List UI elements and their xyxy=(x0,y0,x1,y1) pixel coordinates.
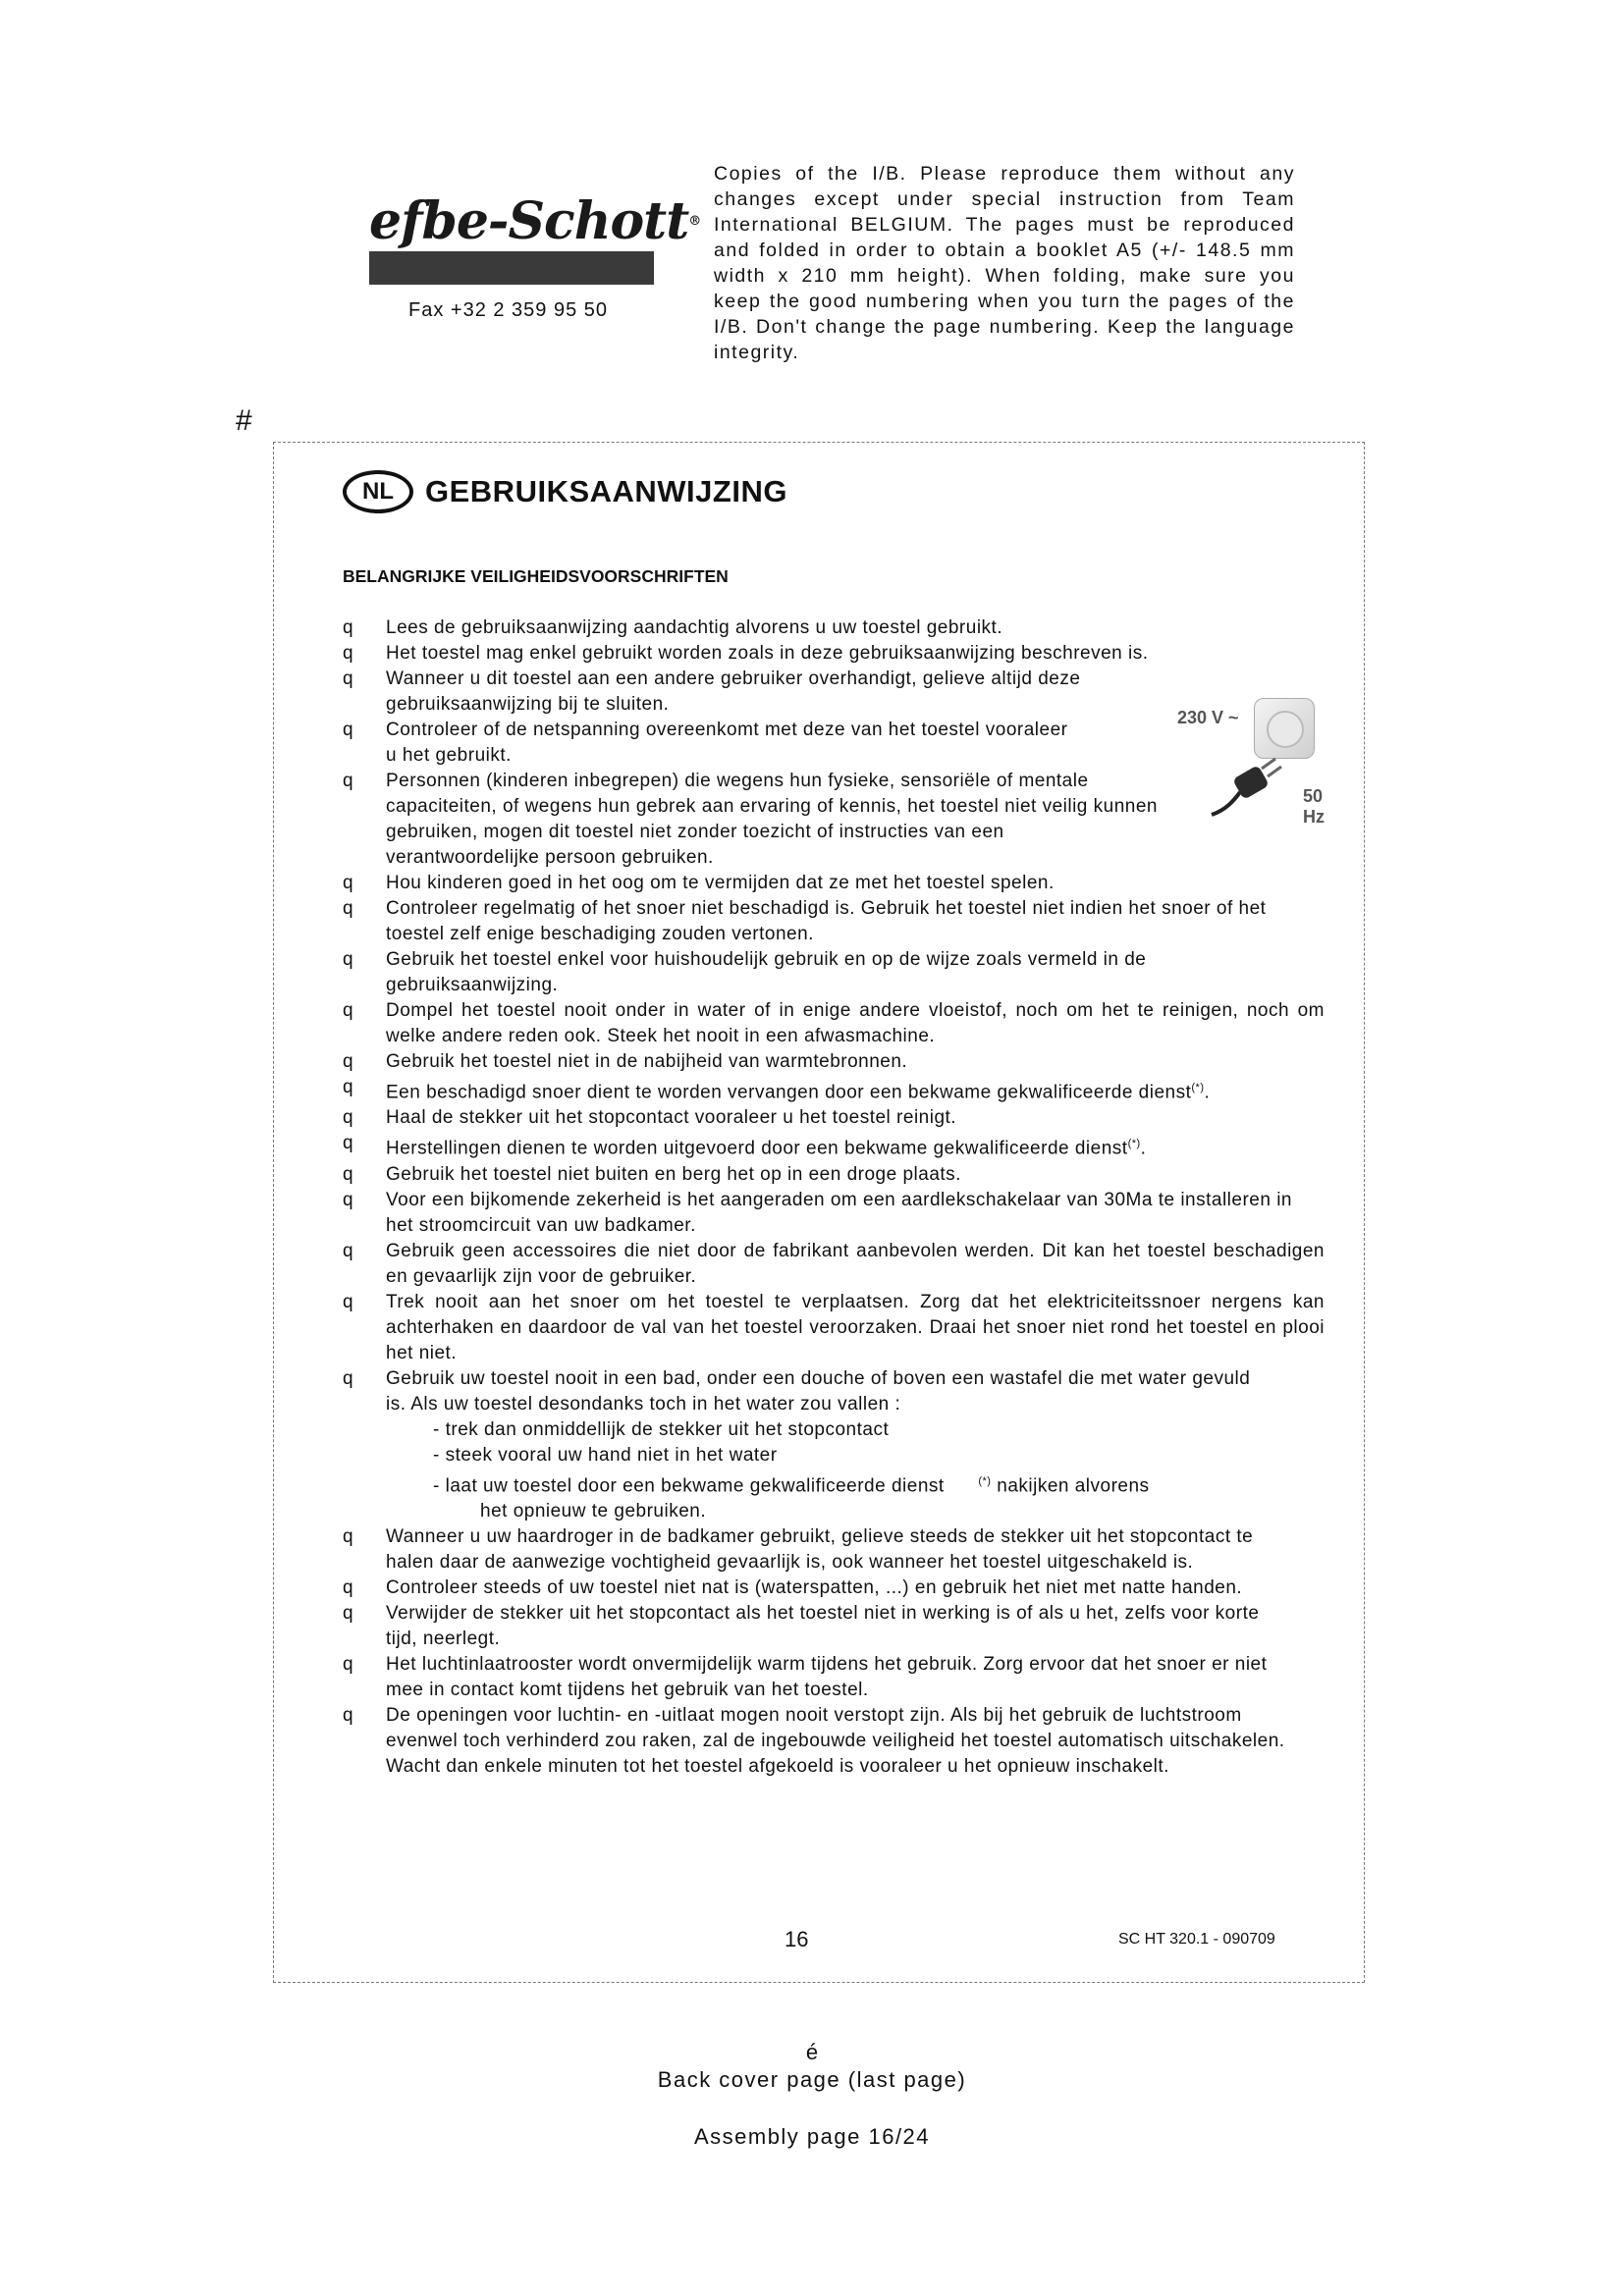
rule-text: Controleer regelmatig of het snoer niet beschadigd is. Gebruik het toestel niet indien het snoer of het toestel zelf enige beschadiging zouden vertonen. xyxy=(386,898,1267,944)
list-item xyxy=(343,998,1325,1049)
sub-item: - trek dan onmiddellijk de stekker uit het stopcontact xyxy=(433,1418,890,1440)
rule-text: Gebruik het toestel niet buiten en berg het op in een droge plaats. xyxy=(386,1163,961,1185)
safety-rules-list xyxy=(343,615,1325,1780)
list-item xyxy=(343,615,1325,641)
copies-instruction: Copies of the I/B. Please reproduce them without any changes except under special instruction from Team International BELGIUM. The pages must be reproduced and folded in order to obtain a booklet A5 (+/- 148.5 mm width x 210 mm height). When folding, make sure you keep the good numbering when you turn the pages of the I/B. Don't change the page numbering. Keep the language integrity. xyxy=(714,163,1295,363)
rule-text: Controleer steeds of uw toestel niet nat is (waterspatten, ...) en gebruik het niet met natte handen. xyxy=(386,1576,1243,1598)
list-item xyxy=(343,1162,1325,1188)
document-code: SC HT 320.1 - 090709 xyxy=(1118,1931,1275,1948)
bullet-marker: q xyxy=(343,643,354,664)
rule-text: Haal de stekker uit het stopcontact vooraleer u het toestel reinigt. xyxy=(386,1107,957,1129)
list-item xyxy=(343,718,1325,769)
bullet-marker: q xyxy=(343,873,354,893)
sub-item-continuation: het opnieuw te gebruiken. xyxy=(480,1500,707,1522)
sub-item-end: nakijken alvorens xyxy=(997,1474,1150,1496)
rule-text-wrapper xyxy=(386,1075,1299,1105)
rule-text: Herstellingen dienen te worden uitgevoerd door een bekwame gekwalificeerde dienst xyxy=(386,1138,1128,1159)
back-cover-label: Back cover page (last page) xyxy=(657,2067,967,2092)
bullet-marker: q xyxy=(343,1077,354,1097)
bullet-marker: q xyxy=(343,617,354,638)
rule-text: Verwijder de stekker uit het stopcontact als het toestel niet in werking is of als u het, zelfs voor korte tijd, neerlegt. xyxy=(386,1602,1260,1649)
sub-item: - steek vooral uw hand niet in het water xyxy=(433,1444,778,1466)
footnote-mark: (*) xyxy=(978,1474,992,1487)
bullet-marker: q xyxy=(343,1367,354,1389)
bullet-marker: q xyxy=(343,1291,354,1312)
hash-marker: # xyxy=(236,404,252,437)
rule-text: Gebruik uw toestel nooit in een bad, onder een douche of boven een wastafel die met water gevuld is. Als uw toestel desondanks toch in het water zou vallen : xyxy=(386,1367,1251,1415)
list-item xyxy=(343,1366,1325,1524)
bullet-marker: q xyxy=(343,949,354,970)
bullet-marker: q xyxy=(343,1525,354,1547)
footnote-mark: (*) xyxy=(1191,1082,1205,1094)
list-item xyxy=(343,1703,1325,1780)
list-item xyxy=(343,1075,1325,1105)
bullet-marker: q xyxy=(343,720,354,740)
rule-text: Dompel het toestel nooit onder in water of in enige andere vloeistof, noch om het te reinigen, noch om welke andere reden ook. Steek het nooit in een afwasmachine. xyxy=(386,1000,1325,1046)
sub-list xyxy=(386,1417,1325,1524)
rule-text: Trek nooit aan het snoer om het toestel te verplaatsen. Zorg dat het elektriciteitssnoer nergens kan achterhaken en daardoor de val van het toestel veroorzaken. Draai het snoer niet rond het toestel en plooi het niet. xyxy=(386,1291,1325,1363)
rule-text: Hou kinderen goed in het oog om te vermijden dat ze met het toestel spelen. xyxy=(386,873,1055,893)
bullet-marker: q xyxy=(343,1576,354,1598)
list-item xyxy=(343,667,1325,718)
list-item xyxy=(343,641,1325,667)
bullet-marker: q xyxy=(343,1133,354,1154)
footnote-mark: (*) xyxy=(1127,1138,1141,1150)
bullet-marker: q xyxy=(343,1163,354,1185)
manual-title: GEBRUIKSAANWIJZING xyxy=(425,474,787,508)
sub-item-text: - laat uw toestel door een bekwame gekwalificeerde dienst xyxy=(433,1474,945,1496)
list-item xyxy=(343,1131,1325,1161)
bullet-marker: q xyxy=(343,1000,354,1021)
list-item xyxy=(343,896,1325,947)
page-number: 16 xyxy=(785,1927,809,1951)
rule-text: De openingen voor luchtin- en -uitlaat mogen nooit verstopt zijn. Als bij het gebruik de luchtstroom evenwel toch verhinderd zou raken, zal de ingebouwde veiligheid het toestel automatisch uitschakelen. Wacht dan enkele minuten tot het toestel afgekoeld is vooraleer u het opnieuw inschakelt. xyxy=(386,1704,1285,1777)
rule-text: Lees de gebruiksaanwijzing aandachtig alvorens u uw toestel gebruikt. xyxy=(386,617,1003,638)
bullet-marker: q xyxy=(343,1107,354,1129)
list-item xyxy=(343,1049,1325,1075)
manual-page-frame xyxy=(273,442,1365,1983)
rule-text: Gebruik het toestel enkel voor huishoudelijk gebruik en op de wijze zoals vermeld in de gebruiksaanwijzing. xyxy=(386,949,1147,995)
list-item xyxy=(343,1105,1325,1131)
rule-text: Het luchtinlaatrooster wordt onvermijdelijk warm tijdens het gebruik. Zorg ervoor dat het snoer er niet mee in contact komt tijdens het gebruik van het toestel. xyxy=(386,1653,1268,1700)
language-badge: NL xyxy=(343,470,413,513)
rule-text: Voor een bijkomende zekerheid is het aangeraden om een aardlekschakelaar van 30Ma te installeren in het stroomcircuit van uw badkamer. xyxy=(386,1189,1292,1236)
section-heading: BELANGRIJKE VEILIGHEIDSVOORSCHRIFTEN xyxy=(343,566,729,586)
bullet-marker: q xyxy=(343,898,354,919)
list-item xyxy=(343,1601,1325,1652)
rule-text: Wanneer u uw haardroger in de badkamer gebruikt, gelieve steeds de stekker uit het stopcontact te halen daar de aanwezige vochtigheid gevaarlijk is, ook wanneer het toestel uitgeschakeld is. xyxy=(386,1525,1254,1573)
list-item xyxy=(343,1239,1325,1290)
registered-mark: ® xyxy=(688,214,701,229)
rule-text: Personnen (kinderen inbegrepen) die wegens hun fysieke, sensoriële of mentale capaciteiten, of wegens hun gebrek aan ervaring of kennis, het toestel niet veilig kunnen gebruiken, mogen dit toestel niet zonder toezicht of instructies van een verantwoordelijke persoon gebruiken. xyxy=(386,771,1158,868)
logo-bar xyxy=(369,251,654,285)
list-item xyxy=(343,1524,1325,1575)
frequency-label: 50 Hz xyxy=(1303,786,1325,827)
voltage-label: 230 V ~ xyxy=(1177,708,1239,727)
rule-text: Het toestel mag enkel gebruikt worden zoals in deze gebruiksaanwijzing beschreven is. xyxy=(386,643,1149,664)
sub-item-3 xyxy=(433,1468,1325,1499)
bullet-marker: q xyxy=(343,1602,354,1624)
list-item xyxy=(343,947,1325,998)
rule-text-wrapper xyxy=(386,1366,1325,1524)
bullet-marker: q xyxy=(343,1704,354,1726)
rule-text-wrapper xyxy=(386,1131,1325,1161)
manual-header xyxy=(343,470,787,513)
rule-text: Gebruik geen accessoires die niet door de fabrikant aanbevolen werden. Dit kan het toestel beschadigen en gevaarlijk zijn voor de gebruiker. xyxy=(386,1240,1325,1287)
list-item xyxy=(343,1290,1325,1366)
bullet-marker: q xyxy=(343,1653,354,1675)
bullet-marker: q xyxy=(343,668,354,689)
bullet-marker: q xyxy=(343,1240,354,1261)
rule-text: Controleer of de netspanning overeenkomt met deze van het toestel vooraleer u het gebruikt. xyxy=(386,720,1068,766)
bullet-marker: q xyxy=(343,1051,354,1072)
list-item xyxy=(343,769,1325,871)
accent-mark: é xyxy=(805,2040,819,2064)
bullet-marker: q xyxy=(343,771,354,791)
list-item xyxy=(343,1575,1325,1601)
list-item xyxy=(343,871,1325,896)
brand-name: efbe-Schott® xyxy=(369,191,701,251)
rule-text: Wanneer u dit toestel aan een andere gebruiker overhandigt, gelieve altijd deze gebruiksaanwijzing bij te sluiten. xyxy=(386,668,1081,715)
rule-text: Een beschadigd snoer dient te worden vervangen door een bekwame gekwalificeerde dienst xyxy=(386,1082,1192,1103)
rule-end: . xyxy=(1140,1138,1147,1159)
rule-end: . xyxy=(1204,1082,1211,1103)
bullet-marker: q xyxy=(343,1189,354,1210)
brand-logo xyxy=(369,191,701,285)
assembly-page-label: Assembly page 16/24 xyxy=(693,2124,931,2149)
fax-number: Fax +32 2 359 95 50 xyxy=(408,299,609,321)
rule-text: Gebruik het toestel niet in de nabijheid van warmtebronnen. xyxy=(386,1051,908,1072)
list-item xyxy=(343,1188,1325,1239)
list-item xyxy=(343,1652,1325,1703)
